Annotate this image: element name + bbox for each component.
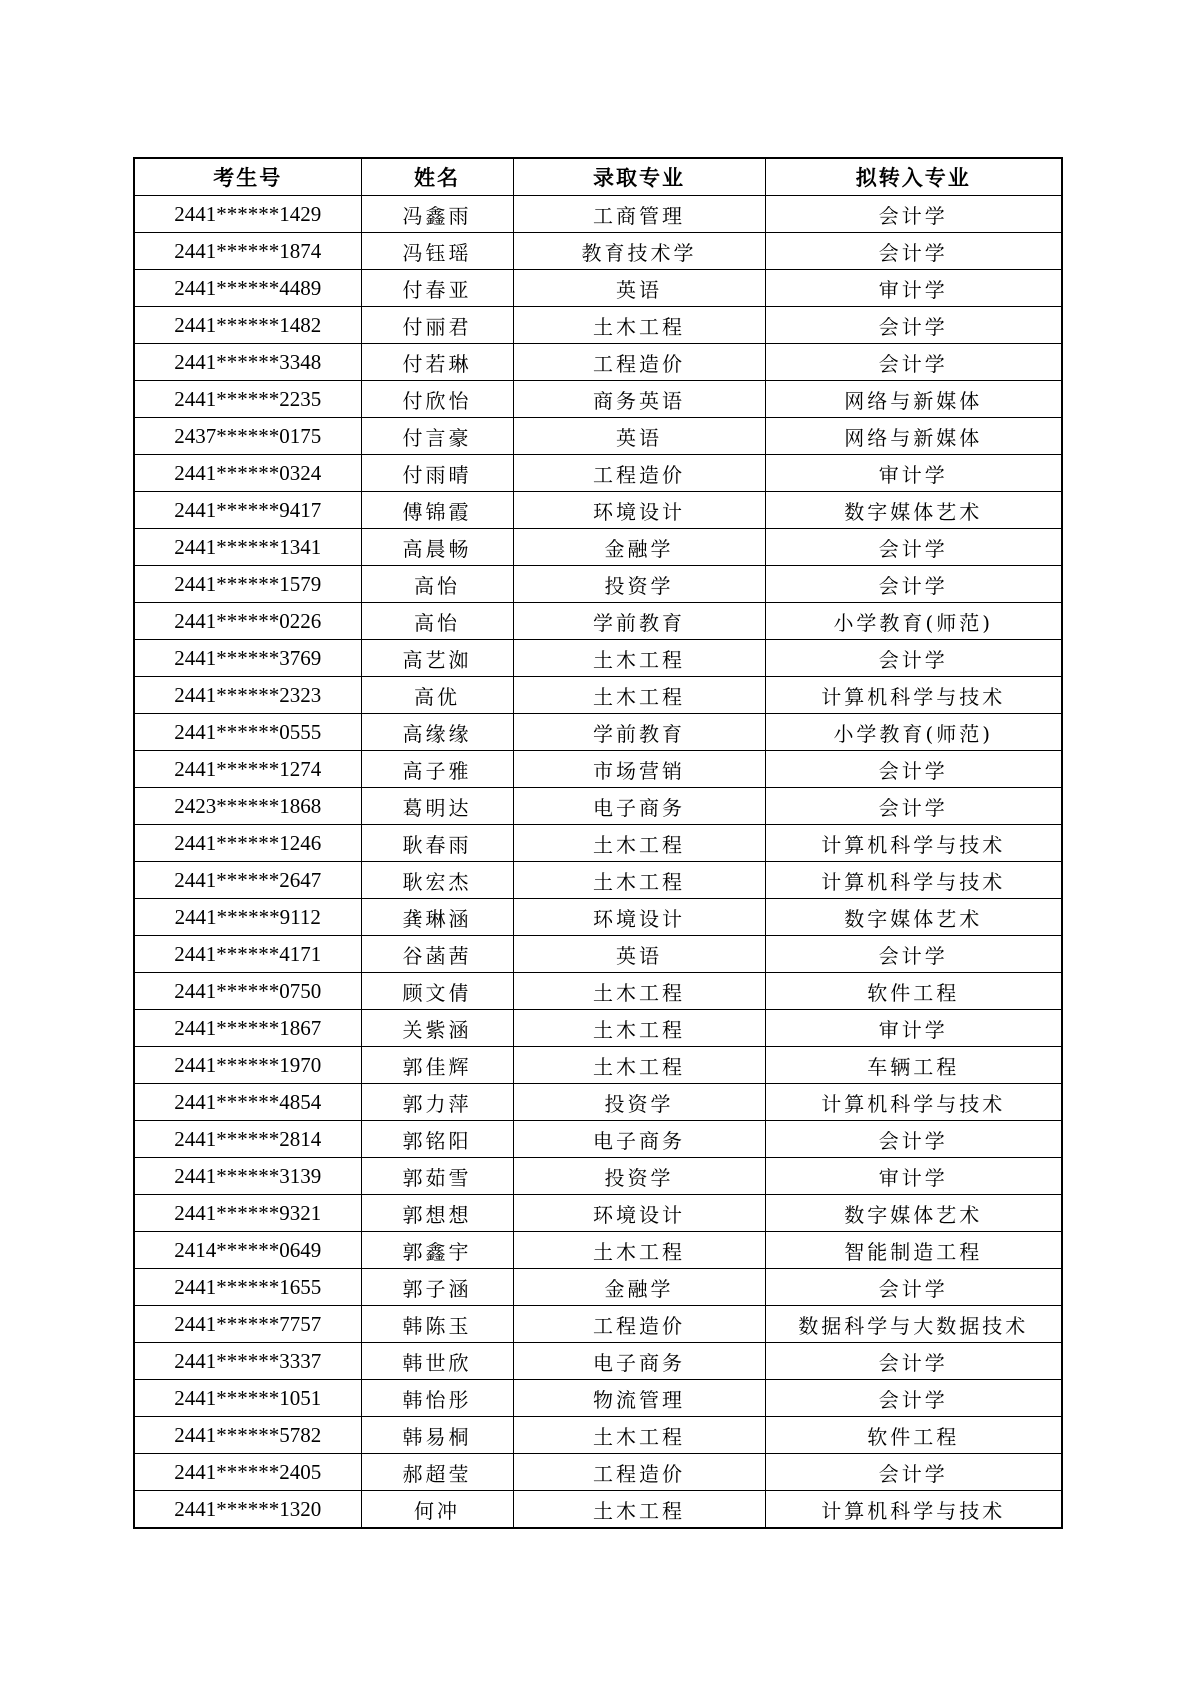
- header-admitted-major: 录取专业: [513, 158, 765, 196]
- name-cell: 高艺洳: [361, 640, 513, 677]
- name-cell: 高优: [361, 677, 513, 714]
- table-row: [134, 1084, 1062, 1121]
- admitted-major-cell: 土木工程: [513, 1232, 765, 1269]
- exam-number-cell: 2441******4171: [134, 936, 361, 973]
- name-cell: 郭想想: [361, 1195, 513, 1232]
- target-major-cell: 计算机科学与技术: [765, 862, 1062, 899]
- table-row: [134, 714, 1062, 751]
- name-cell: 顾文倩: [361, 973, 513, 1010]
- admitted-major-cell: 教育技术学: [513, 233, 765, 270]
- admitted-major-cell: 环境设计: [513, 1195, 765, 1232]
- target-major-cell: 会计学: [765, 1454, 1062, 1491]
- table-row: [134, 344, 1062, 381]
- exam-number-cell: 2441******2235: [134, 381, 361, 418]
- table-header-row: [134, 158, 1062, 196]
- admitted-major-cell: 土木工程: [513, 307, 765, 344]
- exam-number-cell: 2441******5782: [134, 1417, 361, 1454]
- target-major-cell: 会计学: [765, 751, 1062, 788]
- table-row: [134, 640, 1062, 677]
- table-row: [134, 1343, 1062, 1380]
- admitted-major-cell: 投资学: [513, 1084, 765, 1121]
- admitted-major-cell: 工程造价: [513, 455, 765, 492]
- exam-number-cell: 2441******1579: [134, 566, 361, 603]
- admitted-major-cell: 土木工程: [513, 825, 765, 862]
- table-row: [134, 1232, 1062, 1269]
- admitted-major-cell: 工商管理: [513, 196, 765, 233]
- table-row: [134, 899, 1062, 936]
- admitted-major-cell: 土木工程: [513, 1010, 765, 1047]
- name-cell: 高缘缘: [361, 714, 513, 751]
- table-row: [134, 492, 1062, 529]
- exam-number-cell: 2441******0750: [134, 973, 361, 1010]
- name-cell: 冯钰瑶: [361, 233, 513, 270]
- exam-number-cell: 2441******1429: [134, 196, 361, 233]
- target-major-cell: 智能制造工程: [765, 1232, 1062, 1269]
- admitted-major-cell: 电子商务: [513, 1343, 765, 1380]
- name-cell: 付若琳: [361, 344, 513, 381]
- exam-number-cell: 2441******1341: [134, 529, 361, 566]
- name-cell: 葛明达: [361, 788, 513, 825]
- exam-number-cell: 2441******4854: [134, 1084, 361, 1121]
- target-major-cell: 会计学: [765, 1380, 1062, 1417]
- name-cell: 郭子涵: [361, 1269, 513, 1306]
- name-cell: 郭铭阳: [361, 1121, 513, 1158]
- exam-number-cell: 2441******1246: [134, 825, 361, 862]
- name-cell: 高怡: [361, 566, 513, 603]
- exam-number-cell: 2441******1867: [134, 1010, 361, 1047]
- table-row: [134, 1417, 1062, 1454]
- exam-number-cell: 2441******0324: [134, 455, 361, 492]
- exam-number-cell: 2441******7757: [134, 1306, 361, 1343]
- table-row: [134, 825, 1062, 862]
- exam-number-cell: 2414******0649: [134, 1232, 361, 1269]
- admitted-major-cell: 工程造价: [513, 1454, 765, 1491]
- admitted-major-cell: 电子商务: [513, 788, 765, 825]
- target-major-cell: 会计学: [765, 566, 1062, 603]
- target-major-cell: 车辆工程: [765, 1047, 1062, 1084]
- table-row: [134, 1454, 1062, 1491]
- admitted-major-cell: 投资学: [513, 1158, 765, 1195]
- exam-number-cell: 2441******1482: [134, 307, 361, 344]
- table-row: [134, 603, 1062, 640]
- name-cell: 付言豪: [361, 418, 513, 455]
- table-row: [134, 1269, 1062, 1306]
- exam-number-cell: 2441******2814: [134, 1121, 361, 1158]
- target-major-cell: 会计学: [765, 640, 1062, 677]
- header-exam-number: 考生号: [134, 158, 361, 196]
- admitted-major-cell: 英语: [513, 418, 765, 455]
- name-cell: 耿宏杰: [361, 862, 513, 899]
- table-row: [134, 566, 1062, 603]
- admitted-major-cell: 土木工程: [513, 1047, 765, 1084]
- target-major-cell: 数据科学与大数据技术: [765, 1306, 1062, 1343]
- exam-number-cell: 2441******1320: [134, 1491, 361, 1529]
- name-cell: 郝超莹: [361, 1454, 513, 1491]
- table-row: [134, 1306, 1062, 1343]
- target-major-cell: 会计学: [765, 1343, 1062, 1380]
- target-major-cell: 计算机科学与技术: [765, 1491, 1062, 1529]
- target-major-cell: 审计学: [765, 270, 1062, 307]
- name-cell: 何冲: [361, 1491, 513, 1529]
- name-cell: 付雨晴: [361, 455, 513, 492]
- target-major-cell: 审计学: [765, 455, 1062, 492]
- header-name: 姓名: [361, 158, 513, 196]
- exam-number-cell: 2441******9112: [134, 899, 361, 936]
- table-row: [134, 1047, 1062, 1084]
- name-cell: 高怡: [361, 603, 513, 640]
- table-row: [134, 418, 1062, 455]
- target-major-cell: 会计学: [765, 529, 1062, 566]
- admitted-major-cell: 投资学: [513, 566, 765, 603]
- name-cell: 韩易桐: [361, 1417, 513, 1454]
- table-row: [134, 196, 1062, 233]
- table-row: [134, 862, 1062, 899]
- target-major-cell: 小学教育(师范): [765, 714, 1062, 751]
- exam-number-cell: 2423******1868: [134, 788, 361, 825]
- table-row: [134, 233, 1062, 270]
- target-major-cell: 会计学: [765, 788, 1062, 825]
- exam-number-cell: 2441******1051: [134, 1380, 361, 1417]
- admitted-major-cell: 工程造价: [513, 1306, 765, 1343]
- admitted-major-cell: 学前教育: [513, 714, 765, 751]
- exam-number-cell: 2441******3337: [134, 1343, 361, 1380]
- table-row: [134, 1121, 1062, 1158]
- target-major-cell: 软件工程: [765, 973, 1062, 1010]
- transfer-list-table: [133, 157, 1063, 1529]
- table-row: [134, 1380, 1062, 1417]
- name-cell: 关紫涵: [361, 1010, 513, 1047]
- exam-number-cell: 2441******3769: [134, 640, 361, 677]
- name-cell: 高晨畅: [361, 529, 513, 566]
- name-cell: 高子雅: [361, 751, 513, 788]
- target-major-cell: 会计学: [765, 1121, 1062, 1158]
- target-major-cell: 数字媒体艺术: [765, 1195, 1062, 1232]
- name-cell: 郭鑫宇: [361, 1232, 513, 1269]
- target-major-cell: 网络与新媒体: [765, 418, 1062, 455]
- table-row: [134, 751, 1062, 788]
- exam-number-cell: 2441******2323: [134, 677, 361, 714]
- target-major-cell: 会计学: [765, 344, 1062, 381]
- admitted-major-cell: 市场营销: [513, 751, 765, 788]
- target-major-cell: 审计学: [765, 1010, 1062, 1047]
- table-row: [134, 381, 1062, 418]
- target-major-cell: 审计学: [765, 1158, 1062, 1195]
- exam-number-cell: 2441******9417: [134, 492, 361, 529]
- exam-number-cell: 2441******0555: [134, 714, 361, 751]
- admitted-major-cell: 环境设计: [513, 899, 765, 936]
- target-major-cell: 会计学: [765, 1269, 1062, 1306]
- exam-number-cell: 2441******9321: [134, 1195, 361, 1232]
- target-major-cell: 数字媒体艺术: [765, 899, 1062, 936]
- table-body: [134, 196, 1062, 1529]
- table-row: [134, 455, 1062, 492]
- target-major-cell: 小学教育(师范): [765, 603, 1062, 640]
- target-major-cell: 会计学: [765, 196, 1062, 233]
- name-cell: 龚琳涵: [361, 899, 513, 936]
- admitted-major-cell: 土木工程: [513, 677, 765, 714]
- admitted-major-cell: 金融学: [513, 529, 765, 566]
- target-major-cell: 会计学: [765, 936, 1062, 973]
- admitted-major-cell: 环境设计: [513, 492, 765, 529]
- admitted-major-cell: 土木工程: [513, 1417, 765, 1454]
- target-major-cell: 计算机科学与技术: [765, 825, 1062, 862]
- admitted-major-cell: 土木工程: [513, 973, 765, 1010]
- admitted-major-cell: 土木工程: [513, 640, 765, 677]
- table-row: [134, 1010, 1062, 1047]
- table-row: [134, 1491, 1062, 1529]
- name-cell: 耿春雨: [361, 825, 513, 862]
- name-cell: 韩世欣: [361, 1343, 513, 1380]
- target-major-cell: 会计学: [765, 233, 1062, 270]
- admitted-major-cell: 英语: [513, 270, 765, 307]
- table-row: [134, 973, 1062, 1010]
- exam-number-cell: 2441******1970: [134, 1047, 361, 1084]
- exam-number-cell: 2441******3348: [134, 344, 361, 381]
- name-cell: 谷菡茜: [361, 936, 513, 973]
- name-cell: 韩陈玉: [361, 1306, 513, 1343]
- name-cell: 付春亚: [361, 270, 513, 307]
- target-major-cell: 计算机科学与技术: [765, 1084, 1062, 1121]
- table-row: [134, 1195, 1062, 1232]
- exam-number-cell: 2441******1274: [134, 751, 361, 788]
- table-row: [134, 788, 1062, 825]
- name-cell: 郭佳辉: [361, 1047, 513, 1084]
- exam-number-cell: 2437******0175: [134, 418, 361, 455]
- target-major-cell: 会计学: [765, 307, 1062, 344]
- admitted-major-cell: 商务英语: [513, 381, 765, 418]
- admitted-major-cell: 学前教育: [513, 603, 765, 640]
- exam-number-cell: 2441******4489: [134, 270, 361, 307]
- admitted-major-cell: 英语: [513, 936, 765, 973]
- name-cell: 郭力萍: [361, 1084, 513, 1121]
- name-cell: 付丽君: [361, 307, 513, 344]
- target-major-cell: 网络与新媒体: [765, 381, 1062, 418]
- admitted-major-cell: 土木工程: [513, 1491, 765, 1529]
- target-major-cell: 数字媒体艺术: [765, 492, 1062, 529]
- table-row: [134, 1158, 1062, 1195]
- table-row: [134, 529, 1062, 566]
- table-row: [134, 677, 1062, 714]
- exam-number-cell: 2441******0226: [134, 603, 361, 640]
- exam-number-cell: 2441******1655: [134, 1269, 361, 1306]
- header-target-major: 拟转入专业: [765, 158, 1062, 196]
- admitted-major-cell: 电子商务: [513, 1121, 765, 1158]
- name-cell: 付欣怡: [361, 381, 513, 418]
- name-cell: 傅锦霞: [361, 492, 513, 529]
- exam-number-cell: 2441******2647: [134, 862, 361, 899]
- exam-number-cell: 2441******2405: [134, 1454, 361, 1491]
- exam-number-cell: 2441******3139: [134, 1158, 361, 1195]
- exam-number-cell: 2441******1874: [134, 233, 361, 270]
- admitted-major-cell: 金融学: [513, 1269, 765, 1306]
- table-row: [134, 936, 1062, 973]
- name-cell: 韩怡彤: [361, 1380, 513, 1417]
- target-major-cell: 软件工程: [765, 1417, 1062, 1454]
- target-major-cell: 计算机科学与技术: [765, 677, 1062, 714]
- table-row: [134, 307, 1062, 344]
- name-cell: 冯鑫雨: [361, 196, 513, 233]
- admitted-major-cell: 土木工程: [513, 862, 765, 899]
- table-row: [134, 270, 1062, 307]
- admitted-major-cell: 工程造价: [513, 344, 765, 381]
- admitted-major-cell: 物流管理: [513, 1380, 765, 1417]
- name-cell: 郭茹雪: [361, 1158, 513, 1195]
